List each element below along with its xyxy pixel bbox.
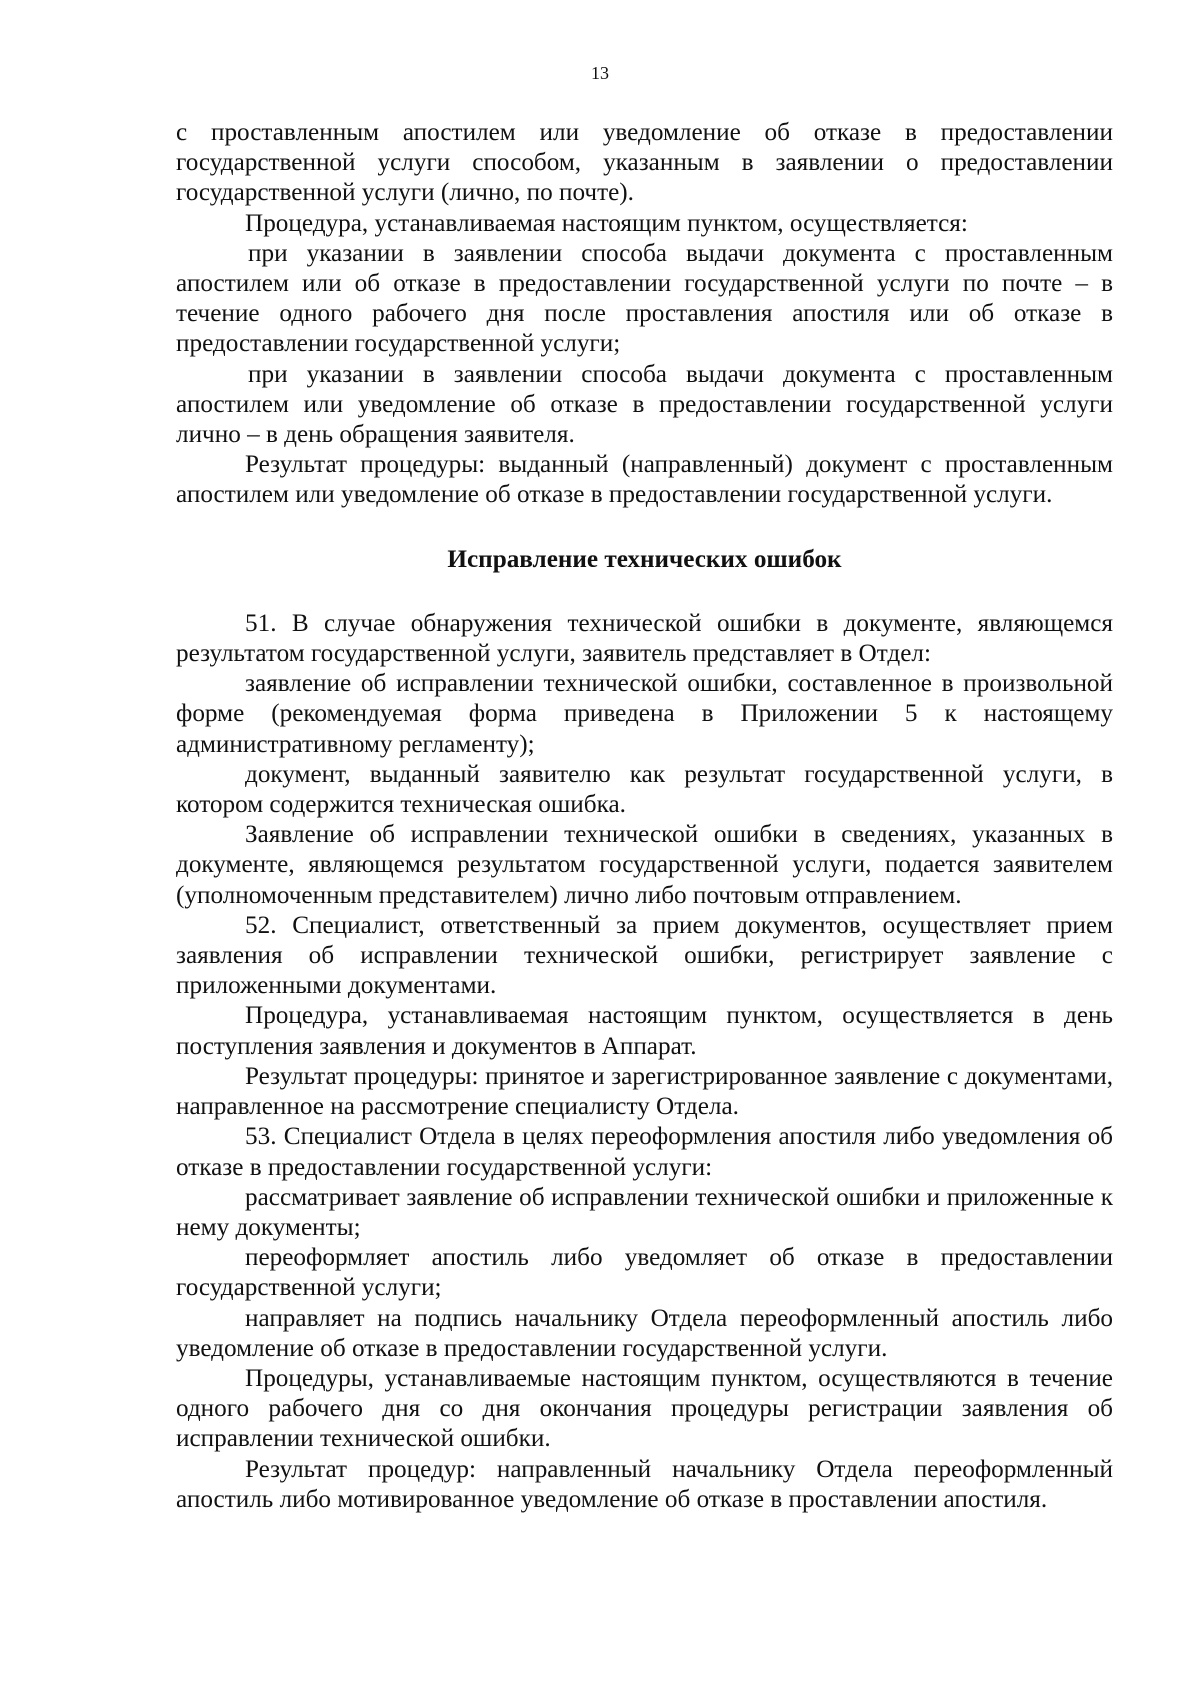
paragraph: переоформляет апостиль либо уведомляет об отказе в предоставлении государственной услуги; [176, 1244, 1113, 1302]
paragraph: заявление об исправлении технической ошибки, составленное в произвольной форме (рекомендуемая форма приведена в Приложении 5 к настоящему административному регламенту); [176, 670, 1113, 758]
paragraph: Заявление об исправлении технической ошибки в сведениях, указанных в документе, являющемся результатом государственной услуги, подается заявителем (уполномоченным представителем) лично либо почтовым отправлением. [176, 821, 1113, 909]
section-heading: Исправление технических ошибок [447, 545, 842, 573]
paragraph: направляет на подпись начальнику Отдела переоформленный апостиль либо уведомление об отказе в предоставлении государственной услуги. [176, 1304, 1113, 1362]
paragraph: при указании в заявлении способа выдачи документа с проставленным апостилем или об отказе в предоставлении государственной услуги по почте – в течение одного рабочего дня после проставления апостиля или об отказе в предоставлении государственной услуги; [176, 239, 1113, 358]
paragraph: рассматривает заявление об исправлении технической ошибки и приложенные к нему документы; [176, 1183, 1113, 1241]
paragraph: Процедура, устанавливаемая настоящим пунктом, осуществляется: [245, 209, 968, 237]
paragraph: Результат процедуры: выданный (направленный) документ с проставленным апостилем или уведомление об отказе в предоставлении государственной услуги. [176, 451, 1113, 509]
paragraph: 52. Специалист, ответственный за прием документов, осуществляет прием заявления об исправлении технической ошибки, регистрирует заявление с приложенными документами. [176, 911, 1113, 1000]
paragraph: 51. В случае обнаружения технической ошибки в документе, являющемся результатом государственной услуги, заявитель представляет в Отдел: [176, 609, 1113, 668]
paragraph: Процедуры, устанавливаемые настоящим пунктом, осуществляются в течение одного рабочего дня со дня окончания процедуры регистрации заявления об исправлении технической ошибки. [176, 1364, 1113, 1453]
page-number: 13 [591, 63, 609, 83]
paragraph: 53. Специалист Отдела в целях переоформления апостиля либо уведомления об отказе в предоставлении государственной услуги: [176, 1123, 1113, 1181]
document-body [176, 118, 1113, 1515]
paragraph: Результат процедур: направленный начальнику Отдела переоформленный апостиль либо мотивированное уведомление об отказе в проставлении апостиля. [176, 1455, 1113, 1513]
paragraph: при указании в заявлении способа выдачи документа с проставленным апостилем или уведомление об отказе в предоставлении государственной услуги лично – в день обращения заявителя. [176, 360, 1113, 449]
paragraph: Результат процедуры: принятое и зарегистрированное заявление с документами, направленное на рассмотрение специалисту Отдела. [176, 1062, 1113, 1121]
paragraph: с проставленным апостилем или уведомление об отказе в предоставлении государственной услуги способом, указанным в заявлении о предоставлении государственной услуги (лично, по почте). [176, 119, 1113, 207]
paragraph: Процедура, устанавливаемая настоящим пунктом, осуществляется в день поступления заявления и документов в Аппарат. [176, 1002, 1113, 1060]
paragraph: документ, выданный заявителю как результат государственной услуги, в котором содержится техническая ошибка. [176, 760, 1113, 819]
